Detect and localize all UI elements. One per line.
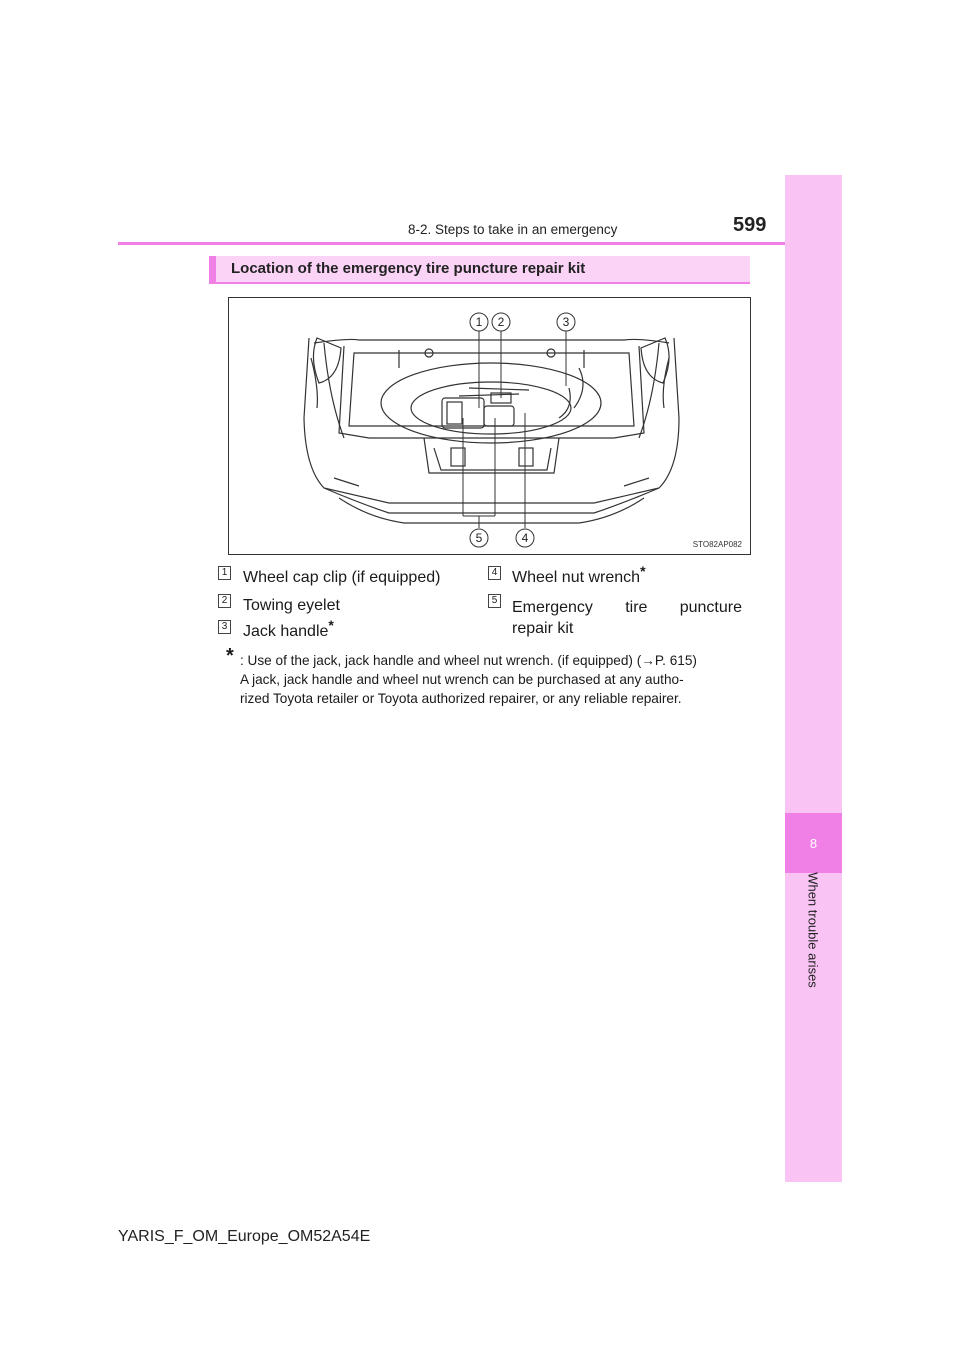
callout-2-label: 2 [497,315,505,329]
car-rear-drawing [229,298,752,556]
chapter-title: When trouble arises [805,872,821,988]
page-number: 599 [733,214,767,236]
callout-3-label: 3 [562,315,570,329]
legend-badge-4: 4 [488,566,501,580]
legend-item-3: Jack handle* [243,617,334,640]
section-title-box [209,256,750,284]
legend-item-5-line2: repair kit [512,620,574,637]
legend-item-5-line1: Emergency tire puncture [512,599,742,616]
legend-item-1: Wheel cap clip (if equipped) [243,569,441,586]
chapter-side-tab [785,175,842,1182]
callout-1-label: 1 [475,315,483,329]
figure-code: STO82AP082 [692,540,742,549]
legend-item-4: Wheel nut wrench* [512,563,646,586]
header-rule [118,242,785,245]
document-id: YARIS_F_OM_Europe_OM52A54E [118,1228,371,1245]
footnote-marker: * [226,645,234,667]
chapter-number: 8 [785,813,842,873]
footnote-line-2: A jack, jack handle and wheel nut wrench can be purchased at any autho- [240,672,684,687]
callout-5-label: 5 [475,531,483,545]
legend-badge-1: 1 [218,566,231,580]
legend-item-2: Towing eyelet [243,597,340,614]
trunk-illustration [228,297,751,555]
section-title: Location of the emergency tire puncture repair kit [231,260,586,277]
legend-badge-2: 2 [218,594,231,608]
legend-badge-3: 3 [218,620,231,634]
callout-4-label: 4 [521,531,529,545]
legend-badge-5: 5 [488,594,501,608]
footnote-line-1: : Use of the jack, jack handle and wheel nut wrench. (if equipped) (→P. 615) [240,653,697,668]
section-header: 8-2. Steps to take in an emergency [408,222,618,237]
footnote-line-3: rized Toyota retailer or Toyota authorized repairer, or any reliable repairer. [240,691,682,706]
